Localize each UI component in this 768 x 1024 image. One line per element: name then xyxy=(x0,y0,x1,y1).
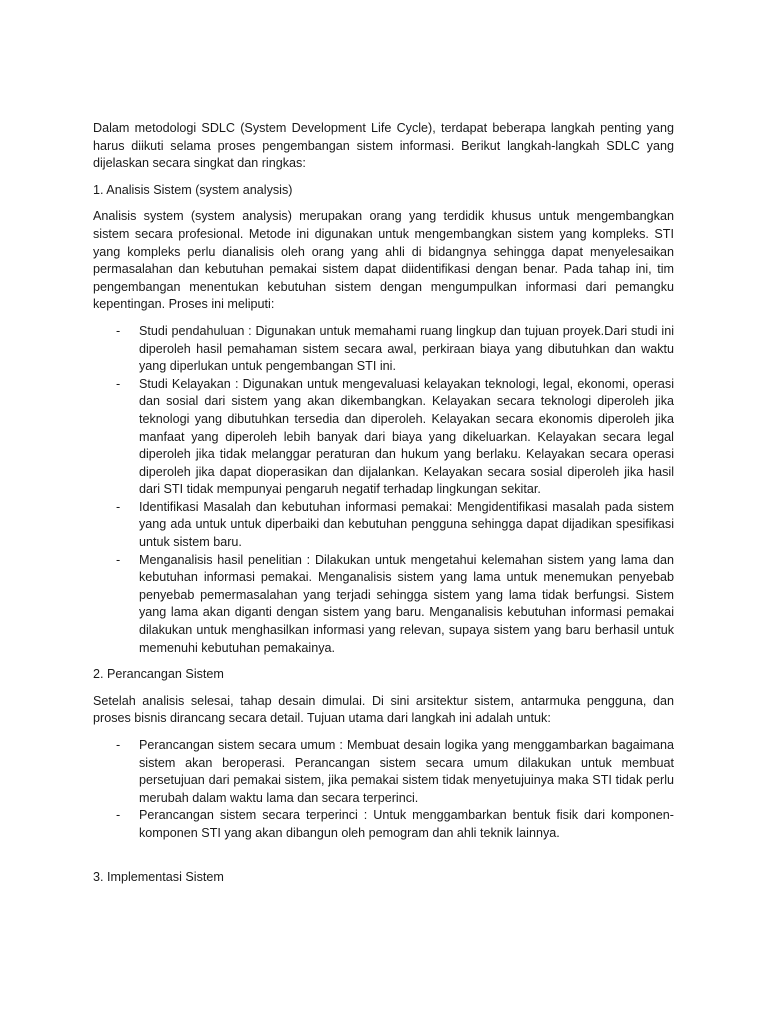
list-item-text: Perancangan sistem secara terperinci : Untuk menggambarkan bentuk fisik dari komponen-komponen STI yang akan dibangun oleh pemogram dan ahli teknik lainnya. xyxy=(139,808,674,840)
list-item-text: Identifikasi Masalah dan kebutuhan informasi pemakai: Mengidentifikasi masalah pada sistem yang ada untuk untuk diperbaiki dan kebutuhan pengguna sehingga dapat dijadikan spesifikasi untuk sistem baru. xyxy=(139,499,674,550)
list-item-text: Perancangan sistem secara umum : Membuat desain logika yang menggambarkan bagaimana sistem akan beroperasi. Perancangan sistem secara umum dilakukan untuk membuat persetujuan dari pemakai sistem, jika pemakai sistem tidak menyetujuinya maka STI tidak perlu merubah dalam waktu lama dan secara terperinci. xyxy=(139,738,674,805)
list-item-text: Studi Kelayakan : Digunakan untuk mengevaluasi kelayakan teknologi, legal, ekonomi, operasi dan sosial dari sistem yang akan dikembangkan. Kelayakan secara teknologi diperoleh jika teknologi yang dibutuhkan tersedia dan diperoleh. Kelayakan secara ekonomis diperoleh jika manfaat yang diperoleh lebih banyak dari biaya yang dikeluarkan. Kelayakan secara legal diperoleh jika tidak melanggar peraturan dan hukum yang berlaku. Kelayakan secara operasi diperoleh jika dapat dioperasikan dan dijalankan. Kelayakan secara sosial diperoleh jika hasil dari STI tidak mempunyai pengaruh negatif terhadap lingkungan sekitar. xyxy=(139,376,674,497)
bullet-dash: - xyxy=(116,499,121,514)
document-page xyxy=(93,120,674,895)
section-2-paragraph: Setelah analisis selesai, tahap desain dimulai. Di sini arsitektur sistem, antarmuka pengguna, dan proses bisnis dirancang secara detail. Tujuan utama dari langkah ini adalah untuk: xyxy=(93,693,674,726)
bullet-dash: - xyxy=(116,808,121,823)
bullet-dash: - xyxy=(116,552,121,567)
section-2-heading: 2. Perancangan Sistem xyxy=(93,667,224,682)
section-1-paragraph: Analisis system (system analysis) merupakan orang yang terdidik khusus untuk mengembangkan sistem secara profesional. Metode ini digunakan untuk mengembangkan sistem yang kompleks. STI yang kompleks perlu dianalisis oleh orang yang ahli di bidangnya sehingga dapat menyelesaikan permasalahan dan kebutuhan pemakai sistem dapat diidentifikasi dengan benar. Pada tahap ini, tim pengembangan menentukan kebutuhan sistem dengan mengumpulkan informasi dari pemangku kepentingan. Proses ini meliputi: xyxy=(93,209,674,312)
bullet-dash: - xyxy=(116,376,121,391)
bullet-dash: - xyxy=(116,323,121,338)
list-item xyxy=(93,323,674,376)
bullet-dash: - xyxy=(116,738,121,752)
list-item xyxy=(93,737,674,807)
section-3-heading: 3. Implementasi Sistem xyxy=(93,869,224,884)
section-1-heading: 1. Analisis Sistem (system analysis) xyxy=(93,182,293,197)
list-item xyxy=(93,499,674,552)
intro-paragraph: Dalam metodologi SDLC (System Development Life Cycle), terdapat beberapa langkah penting yang harus diikuti selama proses pengembangan sistem informasi. Berikut langkah-langkah SDLC yang dijelaskan secara singkat dan ringkas: xyxy=(93,121,674,171)
section-1-list xyxy=(93,323,674,657)
list-item-text: Menganalisis hasil penelitian : Dilakukan untuk mengetahui kelemahan sistem yang lama dan kebutuhan informasi pemakai. Menganalisis sistem yang lama untuk menemukan penyebab penyebab pemermasalahan yang terjadi sehingga sistem yang lama tidak berfungsi. Sistem yang lama akan diganti dengan sistem yang baru. Menganalisis kebutuhan informasi pemakai dilakukan untuk menghasilkan informasi yang relevan, supaya sistem yang baru berhasil untuk memenuhi kebutuhan pemakainya. xyxy=(139,552,674,655)
list-item xyxy=(93,376,674,499)
list-item-text: Studi pendahuluan : Digunakan untuk memahami ruang lingkup dan tujuan proyek.Dari studi ini diperoleh hasil pemahaman sistem secara awal, perkiraan biaya yang dibutuhkan dan waktu yang diperlukan untuk pengembangan STI ini. xyxy=(139,323,674,374)
list-item xyxy=(93,552,674,658)
section-2-list xyxy=(93,737,674,843)
list-item xyxy=(93,807,674,842)
